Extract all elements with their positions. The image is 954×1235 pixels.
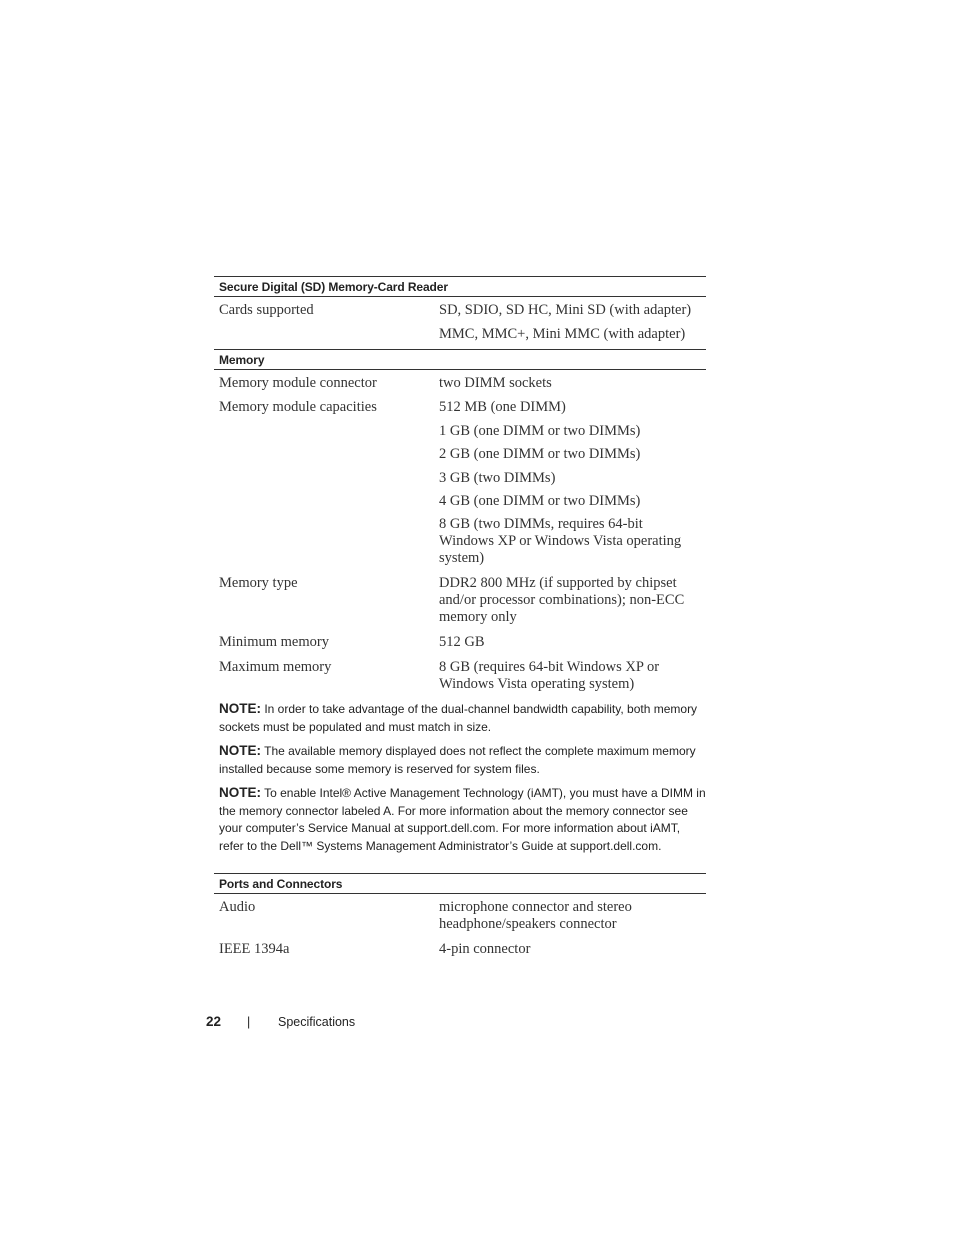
section-heading-ports: Ports and Connectors (214, 873, 706, 894)
row-label: Maximum memory (219, 659, 332, 675)
row-value: microphone connector and stereo headphone/speakers connector (439, 899, 632, 932)
table-row (214, 634, 706, 651)
row-value: DDR2 800 MHz (if supported by chipset and/or processor combinations); non-ECC memory only (439, 575, 685, 625)
value-line: 2 GB (one DIMM or two DIMMs) (439, 446, 641, 462)
table-row (214, 659, 706, 693)
row-value: 8 GB (requires 64-bit Windows XP or Windows Vista operating system) (439, 659, 660, 692)
value-line: 512 MB (one DIMM) (439, 399, 566, 415)
section-heading-sd: Secure Digital (SD) Memory-Card Reader (214, 276, 706, 297)
table-row (214, 375, 706, 392)
row-label: IEEE 1394a (219, 941, 290, 957)
note-tag: NOTE: (219, 743, 261, 758)
row-label: Memory module connector (219, 375, 377, 391)
note-text: In order to take advantage of the dual-channel bandwidth capability, both memory sockets must be populated and must match in size. (219, 702, 698, 734)
footer-section-title: Specifications (278, 1015, 356, 1029)
value-line: 8 GB (two DIMMs, requires 64-bit Windows XP or Windows Vista operating system) (439, 516, 682, 566)
note (214, 742, 706, 778)
table-row (214, 899, 706, 933)
row-label: Memory module capacities (219, 399, 377, 415)
table-row (214, 575, 706, 626)
row-label: Minimum memory (219, 634, 329, 650)
row-value: two DIMM sockets (439, 375, 552, 391)
row-label: Memory type (219, 575, 298, 591)
table-row (214, 941, 706, 958)
note (214, 700, 706, 736)
value-line: 4 GB (one DIMM or two DIMMs) (439, 493, 641, 509)
note-tag: NOTE: (219, 701, 261, 716)
row-value: 4-pin connector (439, 941, 531, 957)
note-text: To enable Intel® Active Management Technology (iAMT), you must have a DIMM in the memory connector labeled A. For more information about the memory connector see your computer’s Service Manual at support.dell.com. For more information about iAMT, refer to the Dell™ Systems Management Administrator’s Guide at support.dell.com. (219, 786, 706, 853)
row-value: 512 GB (439, 634, 485, 650)
spec-content (214, 276, 706, 958)
row-value (439, 399, 706, 567)
row-label: Audio (219, 899, 256, 915)
value-line: SD, SDIO, SD HC, Mini SD (with adapter) (439, 302, 692, 318)
section-heading-memory: Memory (214, 349, 706, 370)
row-label: Cards supported (219, 302, 314, 318)
page-number: 22 (206, 1014, 222, 1029)
value-line: 3 GB (two DIMMs) (439, 470, 556, 486)
note-text: The available memory displayed does not reflect the complete maximum memory installed because some memory is reserved for system files. (219, 744, 696, 776)
footer-separator: | (247, 1015, 251, 1029)
table-row (214, 302, 706, 343)
value-line: MMC, MMC+, Mini MMC (with adapter) (439, 326, 686, 342)
note-tag: NOTE: (219, 785, 261, 800)
table-row (214, 399, 706, 567)
value-line: 1 GB (one DIMM or two DIMMs) (439, 423, 641, 439)
row-value (439, 302, 706, 343)
note (214, 784, 706, 855)
